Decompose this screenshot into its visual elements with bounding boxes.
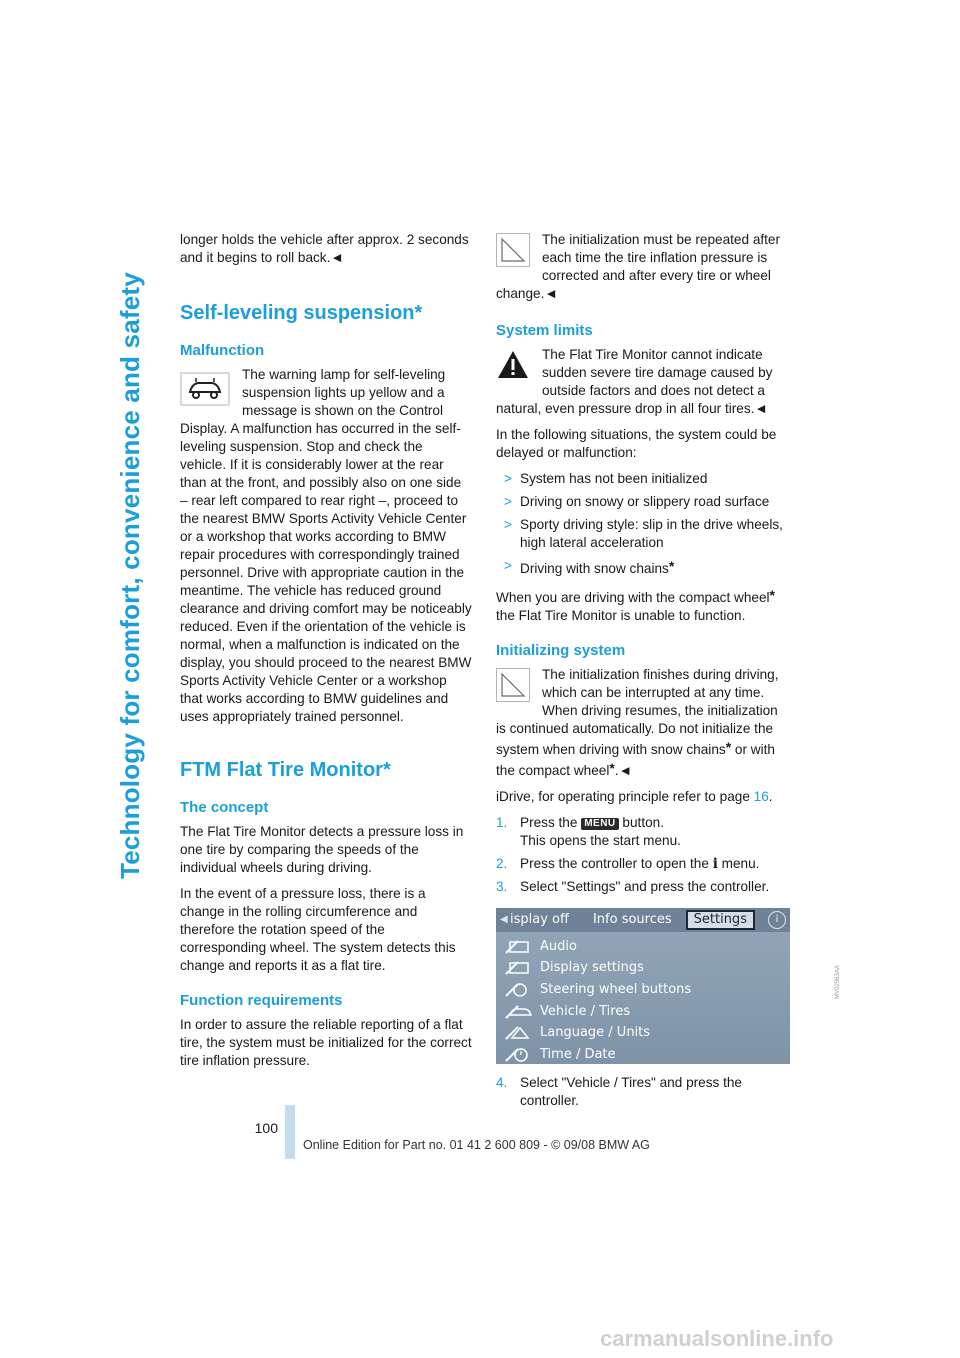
screen-item-label: Time / Date: [540, 1046, 616, 1062]
list-item: [504, 979, 790, 1001]
screen-menu-list: [496, 932, 790, 1066]
list-item: [496, 557, 788, 578]
step-1-text-a: Press the: [520, 815, 582, 830]
step-number: 3.: [496, 879, 508, 894]
step-number: 1.: [496, 815, 508, 830]
concept-paragraph-1: The Flat Tire Monitor detects a pressure loss in one tire by comparing the speeds of the individual wheels during driving.: [180, 824, 464, 875]
compact-wheel-text-b: the Flat Tire Monitor is unable to function.: [496, 608, 746, 623]
heading-ftm: FTM Flat Tire Monitor*: [180, 759, 391, 781]
right-column: [496, 231, 788, 1115]
language-units-icon: [504, 1025, 534, 1041]
list-item: [504, 1001, 790, 1023]
intro-text: longer holds the vehicle after approx. 2 seconds and it begins to roll back.: [180, 232, 469, 265]
vehicle-tires-icon: [504, 1004, 534, 1020]
compact-wheel-paragraph: [496, 586, 788, 625]
screen-item-label: Language / Units: [540, 1025, 651, 1041]
figure-code-text: MV02963AA: [835, 965, 842, 999]
control-display-screenshot: [496, 908, 790, 1064]
list-item-text: Driving on snowy or slippery road surface: [520, 494, 770, 509]
step-3-text: Select "Settings" and press the controller.: [520, 879, 770, 894]
screen-tab-selected: Settings: [686, 910, 755, 930]
steps-list-continued: [496, 1074, 788, 1110]
figure-code: [832, 950, 844, 1014]
bullet-mark: >: [504, 494, 512, 509]
sidebar-chapter-title: [100, 230, 160, 920]
step-1-text-c: This opens the start menu.: [520, 833, 681, 848]
step-3: [496, 878, 788, 896]
end-mark: ◄: [330, 250, 344, 265]
step-1-text-b: button.: [618, 815, 665, 830]
list-item: [504, 958, 790, 980]
screen-item-label: Steering wheel buttons: [540, 981, 692, 997]
heading-malfunction: Malfunction: [180, 342, 265, 359]
initializing-note: [496, 666, 788, 780]
steering-wheel-icon: [504, 982, 534, 998]
left-column: [180, 231, 472, 1078]
screen-tab-bar: [496, 908, 790, 932]
bullet-mark: >: [504, 517, 512, 532]
limits-list: [496, 470, 788, 578]
screen-tab: isplay off: [510, 912, 569, 927]
display-settings-icon: [504, 960, 534, 976]
screen-item-label: Display settings: [540, 960, 644, 976]
idrive-reference: [496, 788, 788, 806]
screen-item-label: Vehicle / Tires: [540, 1003, 631, 1019]
option-star: *: [609, 760, 615, 776]
list-item: [496, 516, 788, 552]
warning-triangle-icon: [496, 348, 530, 382]
bullet-mark: >: [504, 471, 512, 486]
screen-tab: Info sources: [592, 912, 672, 927]
page-number: 100: [254, 1120, 278, 1136]
watermark: carmanualsonline.info: [600, 1326, 834, 1351]
heading-concept: The concept: [180, 799, 269, 816]
step-2-text-a: Press the controller to open the: [520, 856, 713, 871]
step-2: [496, 855, 788, 873]
info-icon: i: [768, 911, 786, 929]
footer-bar: [285, 1105, 295, 1159]
audio-settings-icon: [504, 939, 534, 955]
malfunction-note: [180, 366, 472, 726]
idrive-period: .: [768, 789, 773, 804]
heading-initializing-system: Initializing system: [496, 642, 626, 659]
option-star: *: [725, 739, 732, 755]
note-triangle-icon: [496, 233, 530, 267]
option-star: *: [769, 587, 775, 603]
initializing-text-b: or with the compact wheel: [496, 742, 775, 778]
initializing-text-a: The initialization finishes during driving, which can be interrupted at any time. When driving resumes, the initialization is continued automatically. Do not initialize the system when driving with snow chains: [496, 667, 779, 757]
heading-system-limits: System limits: [496, 322, 593, 339]
idrive-text: iDrive, for operating principle refer to page: [496, 789, 754, 804]
footer-edition: Online Edition for Part no. 01 41 2 600 809 - © 09/08 BMW AG: [303, 1138, 650, 1152]
end-mark: ◄: [618, 763, 633, 778]
initialization-note-text: The initialization must be repeated after each time the tire inflation pressure is corrected and after every tire or wheel change.: [496, 232, 781, 301]
step-number: 2.: [496, 856, 508, 871]
limits-intro: In the following situations, the system could be delayed or malfunction:: [496, 427, 777, 460]
menu-button-icon: MENU: [581, 818, 618, 830]
self-leveling-warning-icon: [180, 372, 230, 406]
chapter-title-text: Technology for comfort, convenience and safety: [114, 271, 145, 879]
list-item: [496, 470, 788, 488]
list-item-text: System has not been initialized: [520, 471, 708, 486]
list-item-text: Sporty driving style: slip in the drive wheels, high lateral acceleration: [520, 517, 783, 550]
list-item: [504, 1044, 790, 1066]
list-item: [496, 493, 788, 511]
limits-warning-text: The Flat Tire Monitor cannot indicate sudden severe tire damage caused by outside factors and does not detect a natural, even pressure drop in all four tires.: [496, 347, 773, 416]
list-item: [504, 936, 790, 958]
list-item-text: Driving with snow chains: [520, 561, 669, 576]
initializing-text-c: .: [614, 763, 619, 778]
steps-list: [496, 814, 788, 896]
limits-warning: [496, 346, 788, 418]
step-4: [496, 1074, 788, 1110]
list-item: [504, 1022, 790, 1044]
step-number: 4.: [496, 1075, 508, 1090]
end-mark: ◄: [754, 401, 768, 416]
requirements-text: In order to assure the reliable reporting of a flat tire, the system must be initialized for the correct tire inflation pressure.: [180, 1017, 472, 1068]
screen-item-label: Audio: [540, 938, 577, 954]
compact-wheel-text-a: When you are driving with the compact wheel: [496, 590, 770, 605]
concept-paragraph-2: In the event of a pressure loss, there is a change in the rolling circumference and therefore the rotation speed of the corresponding wheel. The system detects this change and reports it as a flat tire.: [180, 886, 456, 973]
end-mark: ◄: [544, 286, 558, 301]
step-1: [496, 814, 788, 850]
scroll-left-icon: ◀: [500, 914, 508, 925]
page-link[interactable]: 16: [753, 789, 769, 804]
note-triangle-icon: [496, 668, 530, 702]
option-star: *: [668, 558, 675, 574]
step-2-text-b: menu.: [717, 856, 760, 871]
heading-self-leveling: Self-leveling suspension*: [180, 302, 423, 324]
initialization-note: [496, 231, 788, 303]
time-date-icon: [504, 1047, 534, 1063]
malfunction-text: The warning lamp for self-leveling suspension lights up yellow and a message is shown on the Control Display. A malfunction has occurred in the self-leveling suspension. Stop and check the vehicle. If it is considerably lower at the rear than at the front, and possibly also on one side – rear left compared to rear right –, proceed to the nearest BMW Sports Activity Vehicle Center or a workshop that works according to BMW repair procedures with correspondingly trained personnel. Drive with appropriate caution in the meantime. The vehicle has reduced ground clearance and driving comfort may be noticeably reduced. Even if the orientation of the vehicle is normal, when a malfunction is indicated on the display, you should proceed to the nearest BMW Sports Activity Vehicle Center or a workshop that works according to BMW guidelines and uses appropriately trained personnel.: [180, 367, 472, 724]
bullet-mark: >: [504, 558, 512, 573]
intro-paragraph: [180, 231, 472, 267]
heading-function-requirements: Function requirements: [180, 992, 343, 1009]
info-menu-icon: i: [712, 856, 718, 872]
step-4-text: Select "Vehicle / Tires" and press the controller.: [520, 1075, 742, 1108]
